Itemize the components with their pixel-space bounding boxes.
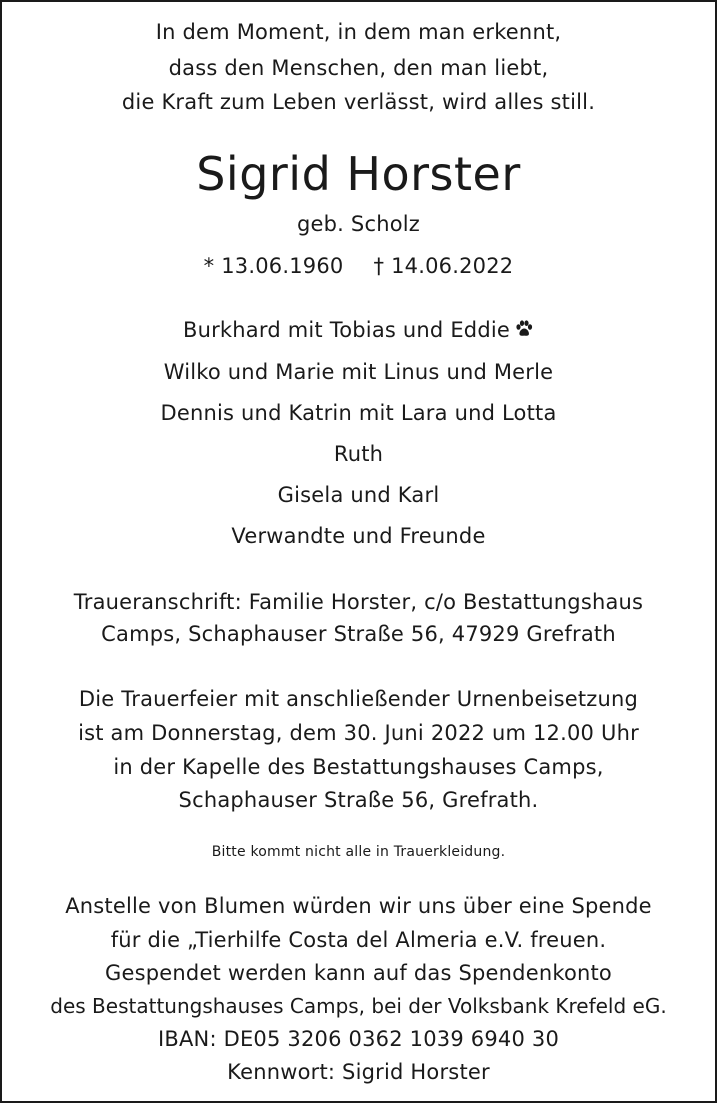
address-line-2: Camps, Schaphauser Straße 56, 47929 Grefrath [101, 622, 616, 646]
donation-line-3: Gespendet werden kann auf das Spendenkonto [105, 961, 612, 985]
quote-line-3: die Kraft zum Leben verlässt, wird alles still. [121, 90, 596, 114]
ceremony-line-3: in der Kapelle des Bestattungshauses Camps, [113, 755, 604, 779]
mourner-line-2: Wilko und Marie mit Linus und Merle [163, 360, 554, 384]
mourner-text: Burkhard mit Tobias und Eddie [182, 318, 511, 342]
mourner-line-5: Gisela und Karl [277, 483, 440, 507]
address-line-1: Traueranschrift: Familie Horster, c/o Bestattungshaus [73, 590, 644, 614]
birth-date: * 13.06.1960 [203, 254, 344, 278]
donation-line-2: für die „Tierhilfe Costa del Almeria e.V. freuen. [110, 928, 607, 952]
dress-note: Bitte kommt nicht alle in Trauerkleidung. [211, 844, 506, 860]
deceased-name: Sigrid Horster [196, 147, 521, 201]
ceremony-line-1: Die Trauerfeier mit anschließender Urnenbeisetzung [78, 687, 639, 711]
death-date: † 14.06.2022 [373, 254, 514, 278]
ceremony-line-2: ist am Donnerstag, dem 30. Juni 2022 um 12.00 Uhr [78, 721, 639, 745]
ceremony-line-4: Schaphauser Straße 56, Grefrath. [178, 788, 539, 812]
donation-line-4: des Bestattungshauses Camps, bei der Volksbank Krefeld eG. [50, 994, 667, 1018]
donation-line-1: Anstelle von Blumen würden wir uns über eine Spende [65, 894, 652, 918]
iban-line: IBAN: DE05 3206 0362 1039 6940 30 [157, 1027, 560, 1051]
keyword-line: Kennwort: Sigrid Horster [227, 1060, 490, 1084]
maiden-name: geb. Scholz [296, 212, 421, 236]
quote-line-2: dass den Menschen, den man liebt, [168, 56, 549, 80]
mourner-line-3: Dennis und Katrin mit Lara und Lotta [160, 401, 557, 425]
mourner-line-6: Verwandte und Freunde [231, 524, 486, 548]
mourner-line-1 [0, 318, 717, 344]
paw-icon [514, 319, 534, 344]
mourner-line-4: Ruth [333, 442, 384, 466]
life-dates [0, 254, 717, 278]
quote-line-1: In dem Moment, in dem man erkennt, [155, 20, 562, 44]
